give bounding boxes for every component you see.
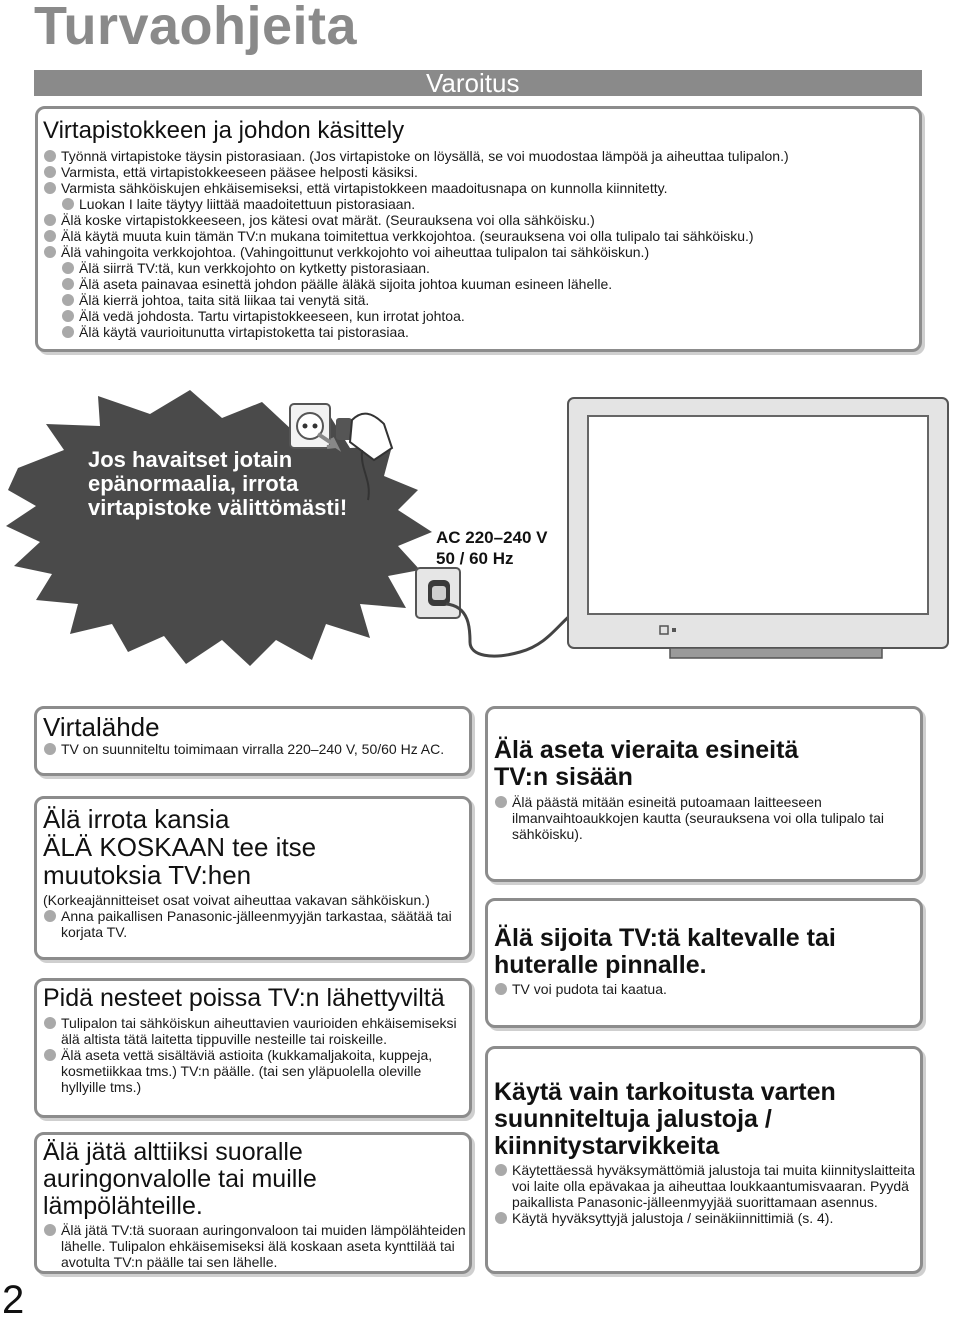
list-item-text: Älä siirrä TV:tä, kun verkkojohto on kytketty pistorasiaan.	[79, 260, 430, 276]
tv-illustration	[568, 398, 948, 658]
outlet-icon	[290, 404, 330, 448]
power-spec-voltage: AC 220–240 V	[436, 528, 548, 547]
list-item-text: Älä käytä vaurioitunutta virtapistoketta tai pistorasiaa.	[79, 324, 409, 340]
bullet-icon	[62, 198, 74, 210]
warning-label: Varoitus	[426, 68, 520, 98]
list-item	[43, 228, 919, 244]
power-source-heading: Virtalähde	[43, 712, 160, 742]
list-item-text: Käytä hyväksyttyjä jalustoja / seinäkiinnittimiä (s. 4).	[512, 1210, 834, 1226]
stands-heading	[494, 1079, 920, 1160]
power-spec	[436, 527, 548, 569]
list-item	[43, 244, 919, 260]
callout-line: epänormaalia, irrota	[88, 471, 299, 496]
stands-box	[485, 1046, 923, 1274]
list-item	[494, 1210, 920, 1226]
bullet-icon	[44, 1224, 56, 1236]
list-item	[43, 1015, 469, 1047]
stands-heading-line: Käytä vain tarkoitusta varten	[494, 1078, 836, 1106]
slope-list	[494, 981, 920, 997]
foreign-objects-list	[494, 794, 920, 842]
slope-heading-line: huteralle pinnalle.	[494, 951, 707, 979]
bullet-icon	[44, 1049, 56, 1061]
list-item	[43, 164, 919, 180]
bullet-icon	[495, 796, 507, 808]
bullet-icon	[44, 246, 56, 258]
list-item	[43, 908, 469, 940]
list-item-text: Käytettäessä hyväksymättömiä jalustoja tai muita kiinnityslaitteita voi laite olla epävakaa ja aiheuttaa loukkaantumisvaaran. Pyydä paikallista Panasonic-jälleenmyyjää suorittamaan asennus.	[512, 1162, 916, 1210]
list-item	[61, 292, 919, 308]
bullet-icon	[495, 1164, 507, 1176]
power-source-list	[43, 741, 469, 757]
page-title: Turvaohjeita	[34, 0, 358, 56]
list-item	[43, 1047, 469, 1095]
list-item	[494, 1162, 920, 1210]
list-item-text: Älä koske virtapistokkeeseen, jos kätesi ovat märät. (Seurauksena voi olla sähköisku.)	[61, 212, 595, 228]
bullet-icon	[44, 166, 56, 178]
list-item-text: Älä käytä muuta kuin tämän TV:n mukana toimitettua verkkojohtoa. (seurauksena voi olla tulipalo tai sähköisku.)	[61, 228, 754, 244]
list-item-text: Varmista sähköiskujen ehkäisemiseksi, että virtapistokkeen maadoitusnapa on kunnolla kiinnitetty.	[61, 180, 668, 196]
power-plug-heading: Virtapistokkeen ja johdon käsittely	[43, 117, 405, 144]
list-item-text: Älä kierrä johtoa, taita sitä liikaa tai venytä sitä.	[79, 292, 370, 308]
liquids-box	[34, 978, 472, 1118]
bullet-icon	[44, 910, 56, 922]
list-item-text: (Korkeajännitteiset osat voivat aiheuttaa vakavan sähköiskun.)	[43, 892, 430, 909]
list-item-text: TV voi pudota tai kaatua.	[512, 981, 667, 997]
foreign-objects-box	[485, 706, 923, 882]
sunlight-heading-line: lämpölähteille.	[43, 1192, 203, 1220]
bullet-icon	[44, 743, 56, 755]
list-item-text: Varmista, että virtapistokkeeseen pääsee helposti käsiksi.	[61, 164, 418, 180]
bullet-icon	[44, 230, 56, 242]
list-item-text: Luokan I laite täytyy liittää maadoitettuun pistorasiaan.	[79, 196, 416, 212]
list-item-text: Älä vedä johdosta. Tartu virtapistokkeeseen, kun irrotat johtoa.	[79, 308, 465, 324]
bullet-icon	[62, 294, 74, 306]
sunlight-heading	[43, 1139, 469, 1220]
list-item	[61, 260, 919, 276]
bullet-icon	[495, 1212, 507, 1224]
power-source-box	[34, 706, 472, 776]
list-item-text: Älä aseta painavaa esinettä johdon päälle äläkä sijoita johtoa kuuman esineen lähelle.	[79, 276, 613, 292]
callout-text	[88, 448, 388, 520]
bullet-icon	[62, 262, 74, 274]
bullet-icon	[44, 182, 56, 194]
cover-box	[34, 796, 472, 960]
list-item-text: Työnnä virtapistoke täysin pistorasiaan. (Jos virtapistoke on löysällä, se voi muodostaa lämpöä ja aiheuttaa tulipalon.)	[61, 148, 789, 164]
stands-heading-line: kiinnitystarvikkeita	[494, 1132, 720, 1160]
list-item	[43, 741, 469, 757]
list-item-text: TV on suunniteltu toimimaan virralla 220–240 V, 50/60 Hz AC.	[61, 741, 445, 758]
power-cord	[446, 604, 578, 656]
list-item-text: Älä vahingoita verkkojohtoa. (Vahingoittunut verkkojohto voi aiheuttaa tulipalon tai sähköiskun.)	[61, 244, 650, 260]
list-item-text: Älä aseta vettä sisältäviä astioita (kukkamaljakoita, kuppeja, kosmetiikkaa tms.) TV:n päälle. (tai sen yläpuolella oleville hyllyille tms.)	[61, 1047, 433, 1095]
bullet-icon	[44, 150, 56, 162]
bullet-icon	[495, 983, 507, 995]
stands-list	[494, 1162, 920, 1226]
list-item-text: Anna paikallisen Panasonic-jälleenmyyjän tarkastaa, säätää tai korjata TV.	[61, 908, 452, 941]
sunlight-box	[34, 1132, 472, 1274]
bullet-icon	[62, 310, 74, 322]
cover-heading-line: Älä irrota kansia	[43, 804, 230, 834]
list-item	[61, 276, 919, 292]
foreign-objects-heading	[494, 737, 920, 791]
list-item	[494, 981, 920, 997]
list-item	[61, 308, 919, 324]
list-item	[61, 324, 919, 340]
power-plug-list	[43, 148, 919, 340]
callout-line: Jos havaitset jotain	[88, 447, 293, 472]
list-item-text: Älä päästä mitään esineitä putoamaan laitteeseen ilmanvaihtoaukkojen kautta (seurauksena voi olla tulipalo tai sähköisku).	[512, 794, 884, 842]
list-item	[494, 794, 920, 842]
sunlight-list	[43, 1222, 469, 1270]
slope-heading-line: Älä sijoita TV:tä kaltevalle tai	[494, 924, 836, 952]
list-item	[43, 1222, 469, 1270]
list-item	[61, 196, 919, 212]
cover-heading-line: muutoksia TV:hen	[43, 860, 252, 891]
power-plug-box	[35, 106, 922, 352]
slope-box	[485, 898, 923, 1028]
foreign-objects-heading-line: Älä aseta vieraita esineitä	[494, 736, 799, 764]
cover-heading-line: ÄLÄ KOSKAAN tee itse	[43, 832, 317, 863]
wall-plug-icon	[416, 568, 460, 618]
power-spec-frequency: 50 / 60 Hz	[436, 549, 514, 568]
bullet-icon	[44, 1017, 56, 1029]
page-number: 2	[2, 1278, 25, 1322]
callout-line: virtapistoke välittömästi!	[88, 495, 348, 520]
list-item-text: Tulipalon tai sähköiskun aiheuttavien vaurioiden ehkäisemiseksi älä altista tätä laitetta tippuville nesteille tai roiskeille.	[61, 1015, 457, 1047]
liquids-heading: Pidä nesteet poissa TV:n lähettyviltä	[43, 984, 445, 1012]
slope-heading	[494, 925, 920, 979]
cover-list	[43, 892, 469, 940]
cover-heading	[43, 805, 469, 889]
bullet-icon	[62, 326, 74, 338]
bullet-icon	[44, 214, 56, 226]
list-item	[43, 148, 919, 164]
foreign-objects-heading-line: TV:n sisään	[494, 763, 633, 791]
list-item	[43, 212, 919, 228]
list-item-text: Älä jätä TV:tä suoraan auringonvaloon tai muiden lämpölähteiden lähelle. Tulipalon ehkäisemiseksi älä koskaan aseta kynttilää tai avotulta TV:n päälle tai sen lähelle.	[61, 1222, 466, 1270]
list-item	[43, 180, 919, 196]
sunlight-heading-line: auringonvalolle tai muille	[43, 1165, 317, 1193]
liquids-list	[43, 1015, 469, 1095]
list-item	[43, 892, 469, 908]
sunlight-heading-line: Älä jätä alttiiksi suoralle	[43, 1138, 303, 1166]
bullet-icon	[62, 278, 74, 290]
stands-heading-line: suunniteltuja jalustoja /	[494, 1105, 772, 1133]
warning-bar	[34, 70, 922, 96]
